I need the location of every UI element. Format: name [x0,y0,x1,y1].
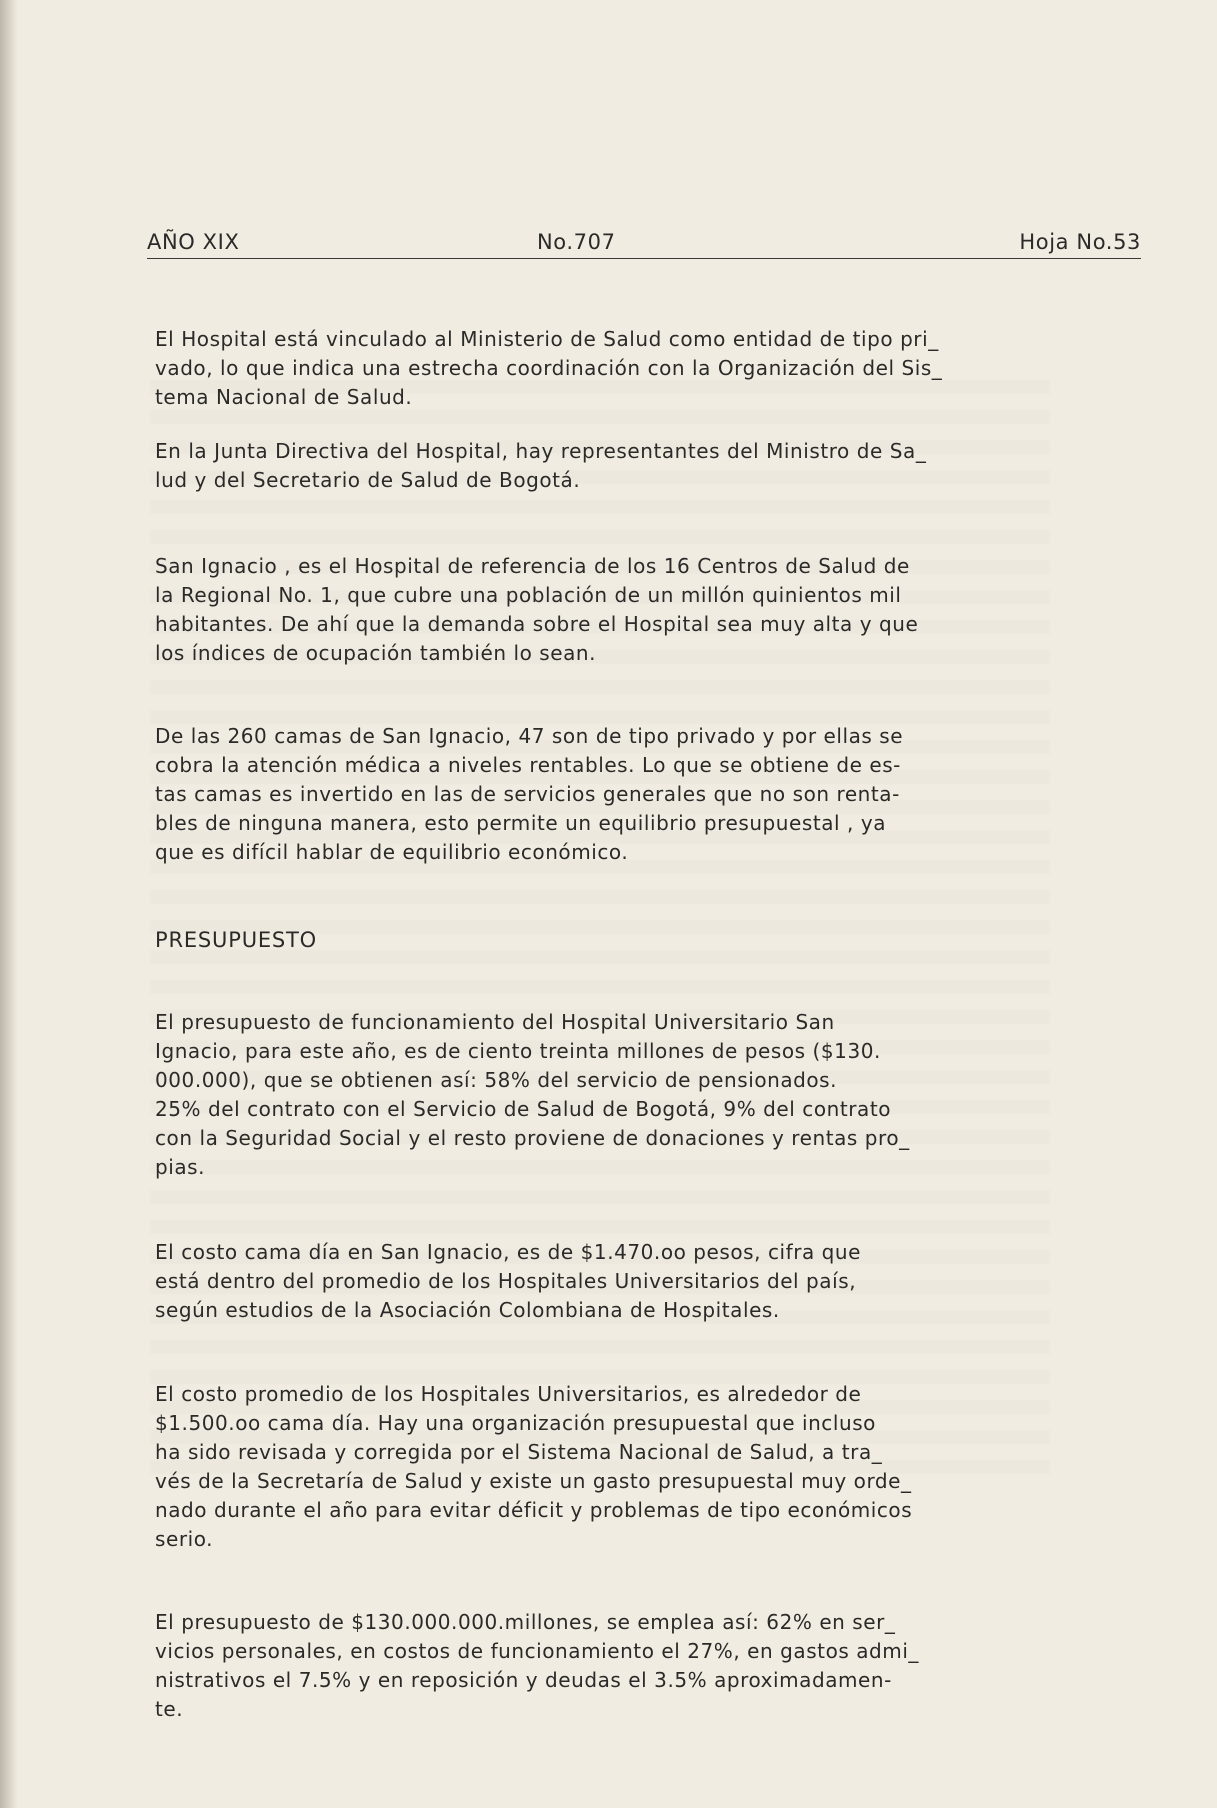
paragraph-bed-day-cost [155,1238,1085,1325]
paragraph-line: $1.500.oo cama día. Hay una organización presupuestal que incluso [155,1411,876,1435]
paragraph-line: El costo promedio de los Hospitales Universitarios, es alrededor de [155,1382,862,1406]
paragraph-line: nistrativos el 7.5% y en reposición y deudas el 3.5% aproximadamen- [155,1668,892,1692]
paragraph-line: según estudios de la Asociación Colombiana de Hospitales. [155,1298,780,1322]
header-year: AÑO XIX [147,230,240,254]
paragraph-average-cost [155,1380,1085,1554]
paragraph-budget-sources [155,1008,1085,1182]
paragraph-line: tema Nacional de Salud. [155,385,413,409]
paragraph-line: El costo cama día en San Ignacio, es de $1.470.oo pesos, cifra que [155,1240,862,1264]
page-header [147,228,1141,259]
paragraph-line: tas camas es invertido en las de servicios generales que no son renta- [155,782,900,806]
paragraph-board [155,437,1085,495]
paragraph-line: serio. [155,1527,214,1551]
paragraph-line: con la Seguridad Social y el resto proviene de donaciones y rentas pro_ [155,1126,910,1150]
paragraph-ministry-link [155,325,1085,412]
paragraph-line: De las 260 camas de San Ignacio, 47 son de tipo privado y por ellas se [155,724,904,748]
paragraph-line: que es difícil hablar de equilibrio económico. [155,840,629,864]
section-title: PRESUPUESTO [155,928,318,952]
paragraph-line: bles de ninguna manera, esto permite un equilibrio presupuestal , ya [155,811,887,835]
paragraph-referral-hospital [155,552,1085,668]
paragraph-line: nado durante el año para evitar déficit y problemas de tipo económicos [155,1498,913,1522]
paragraph-line: El Hospital está vinculado al Ministerio de Salud como entidad de tipo pri_ [155,327,939,351]
paragraph-line: En la Junta Directiva del Hospital, hay representantes del Ministro de Sa_ [155,439,927,463]
paragraph-line: vicios personales, en costos de funcionamiento el 27%, en gastos admi_ [155,1639,919,1663]
paragraph-budget-allocation [155,1608,1085,1724]
paragraph-beds [155,722,1085,867]
page-edge-shadow [0,0,18,1808]
paragraph-line: la Regional No. 1, que cubre una población de un millón quinientos mil [155,583,902,607]
paragraph-line: vés de la Secretaría de Salud y existe un gasto presupuestal muy orde_ [155,1469,912,1493]
paragraph-line: El presupuesto de $130.000.000.millones, se emplea así: 62% en ser_ [155,1610,896,1634]
paragraph-line: cobra la atención médica a niveles rentables. Lo que se obtiene de es- [155,753,901,777]
paragraph-line: San Ignacio , es el Hospital de referencia de los 16 Centros de Salud de [155,554,910,578]
paragraph-line: lud y del Secretario de Salud de Bogotá. [155,468,581,492]
paragraph-line: El presupuesto de funcionamiento del Hospital Universitario San [155,1010,835,1034]
paragraph-line: te. [155,1697,184,1721]
paragraph-line: 25% del contrato con el Servicio de Salud de Bogotá, 9% del contrato [155,1097,891,1121]
paragraph-line: los índices de ocupación también lo sean. [155,641,597,665]
paragraph-line: pias. [155,1155,206,1179]
header-sheet-number: Hoja No.53 [1019,230,1141,254]
paragraph-line: habitantes. De ahí que la demanda sobre el Hospital sea muy alta y que [155,612,919,636]
header-issue-number: No.707 [537,230,616,254]
paragraph-line: 000.000), que se obtienen así: 58% del servicio de pensionados. [155,1068,838,1092]
paragraph-line: vado, lo que indica una estrecha coordinación con la Organización del Sis_ [155,356,943,380]
paragraph-line: Ignacio, para este año, es de ciento treinta millones de pesos ($130. [155,1039,881,1063]
paragraph-line: está dentro del promedio de los Hospitales Universitarios del país, [155,1269,857,1293]
paragraph-line: ha sido revisada y corregida por el Sistema Nacional de Salud, a tra_ [155,1440,883,1464]
